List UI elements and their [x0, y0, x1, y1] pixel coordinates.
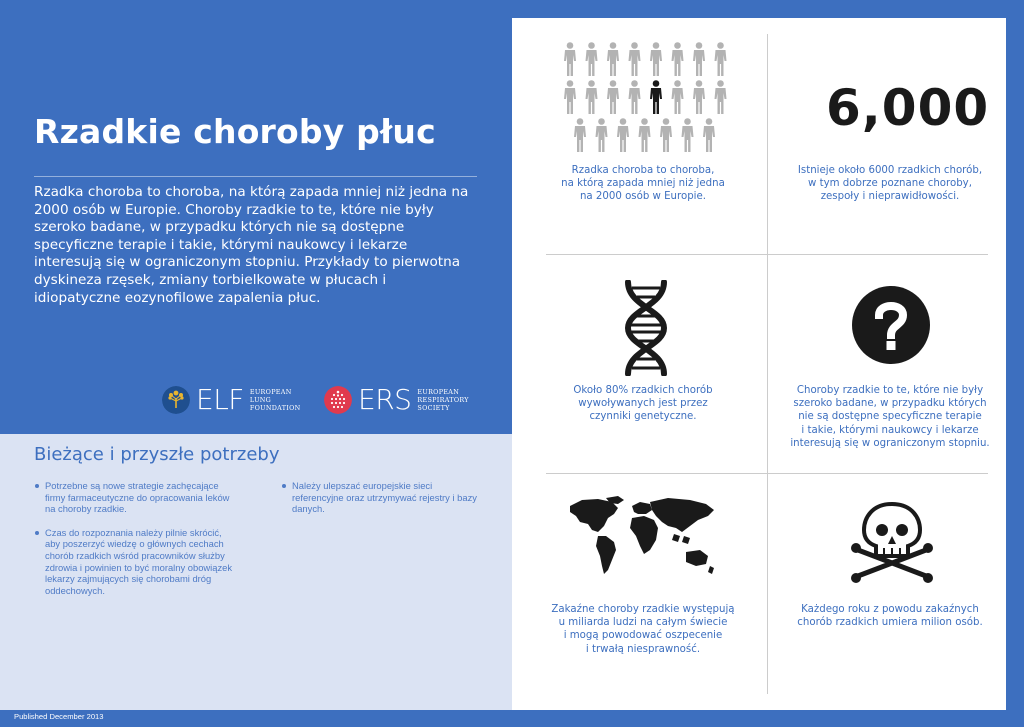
elf-logo — [162, 384, 301, 416]
published-date: Published December 2013 — [14, 712, 104, 721]
person-figure — [672, 42, 684, 76]
fact-text-6: Każdego roku z powodu zakaźnych chorób rzadkich umiera milion osób. — [797, 604, 983, 629]
intro-text: Rzadka choroba to choroba, na którą zapada mniej niż jedna na 2000 osób w Europie. Choroby rzadkie to te, które nie były szeroko badane, w przypadku których nie są dostępne specyficzne terapie i takie, którymi naukowcy i lekarze interesują się w ograniczonym stopniu. Przykłady to pierwotna dyskineza rzęsek, zmiany torbielkowate w płucach i idiopatyczne eozynofilowe zapalenia płuc. — [34, 184, 469, 306]
list-item: Należy ulepszać europejskie sieci referencyjne oraz utrzymywać rejestry i bazy danych. — [281, 480, 481, 515]
list-item: Czas do rozpoznania należy pilnie skrócić, aby poszerzyć wiedzę o głównych cechach chorób rzadkich wśród pracowników służby zdrowia i powinien to być moralny obowiązek lekarzy zajmujących się chorobami dróg oddechowych. — [34, 527, 234, 597]
facts-card — [512, 18, 1006, 710]
grid-divider-horizontal — [546, 473, 988, 474]
person-figure — [703, 118, 715, 152]
person-figure — [617, 118, 629, 152]
person-figure — [650, 42, 662, 76]
intro-panel — [0, 0, 512, 434]
person-figure — [693, 80, 705, 114]
person-figure — [629, 42, 641, 76]
person-figure — [693, 42, 705, 76]
person-figure — [715, 42, 727, 76]
fact-text-1: Rzadka choroba to choroba, na którą zapada mniej niż jedna na 2000 osób w Europie. — [561, 165, 725, 203]
world-map-icon — [568, 496, 716, 578]
needs-panel — [0, 434, 512, 710]
dna-icon — [620, 280, 672, 376]
person-figure — [639, 118, 651, 152]
tree-icon — [162, 386, 190, 414]
ers-subtitle: EUROPEAN RESPIRATORY SOCIETY — [417, 388, 469, 412]
needs-list-right — [281, 480, 481, 527]
person-figure — [682, 118, 694, 152]
needs-list-left — [34, 480, 234, 608]
person-figure — [629, 80, 641, 114]
page-title: Rzadkie choroby płuc — [34, 112, 436, 151]
fact-text-3: Około 80% rzadkich chorób wywoływanych jest przez czynniki genetyczne. — [573, 385, 713, 423]
skull-icon — [848, 500, 936, 584]
person-figure — [586, 80, 598, 114]
ers-emblem-icon — [324, 386, 352, 414]
elf-subtitle: EUROPEAN LUNG FOUNDATION — [249, 388, 301, 412]
question-icon — [851, 285, 931, 365]
needs-title: Bieżące i przyszłe potrzeby — [34, 444, 280, 465]
person-figure — [672, 80, 684, 114]
person-figure — [574, 118, 586, 152]
fact-text-4: Choroby rzadkie to te, które nie były szeroko badane, w przypadku których nie są dostępne specyficzne terapie i takie, którymi naukowcy i lekarze interesują się w ograniczonym stopniu. — [790, 385, 990, 449]
ers-wordmark: ERS — [358, 383, 412, 416]
person-figure — [650, 80, 662, 114]
list-item: Potrzebne są nowe strategie zachęcające firmy farmaceutyczne do opracowania leków na choroby rzadkie. — [34, 480, 234, 515]
person-figure — [715, 80, 727, 114]
fact-text-2: Istnieje około 6000 rzadkich chorób, w tym dobrze poznane choroby, zespoły i nieprawidłowości. — [797, 165, 983, 203]
person-figure — [607, 42, 619, 76]
person-figure — [564, 80, 576, 114]
person-figure — [660, 118, 672, 152]
person-figure — [607, 80, 619, 114]
ers-logo — [324, 384, 469, 416]
title-divider — [34, 176, 477, 177]
grid-divider-vertical — [767, 34, 768, 694]
footer — [0, 710, 1024, 727]
person-figure — [596, 118, 608, 152]
person-figure — [564, 42, 576, 76]
person-figure — [586, 42, 598, 76]
people-grid-icon — [564, 42, 728, 152]
elf-wordmark: ELF — [196, 383, 244, 416]
fact-text-5: Zakaźne choroby rzadkie występują u miliarda ludzi na całym świecie i mogą powodować oszpecenie i trwałą niesprawność. — [551, 604, 735, 655]
rare-disease-count: 6,000 — [826, 79, 990, 137]
grid-divider-horizontal — [546, 254, 988, 255]
